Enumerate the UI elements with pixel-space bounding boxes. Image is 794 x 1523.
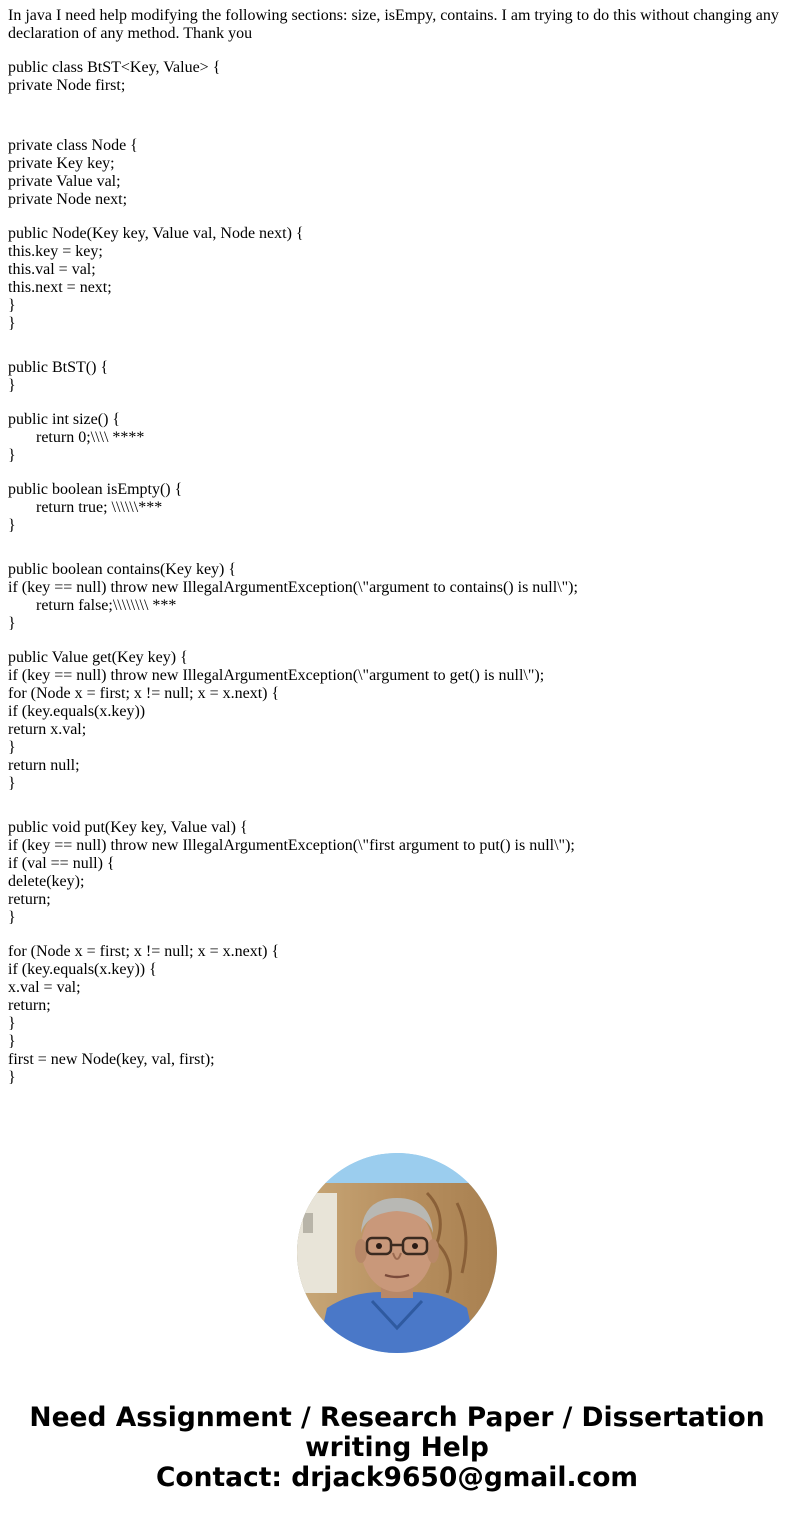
code-line: private Key key; — [8, 155, 115, 172]
code-line: for (Node x = first; x != null; x = x.next) { — [8, 685, 280, 702]
code-line: if (key.equals(x.key)) { — [8, 961, 157, 978]
code-line: return; — [8, 997, 51, 1014]
code-line: return false;\\\\\\\\ *** — [8, 597, 177, 614]
code-line: if (key == null) throw new IllegalArgumentException(\"argument to get() is null\"); — [8, 667, 545, 684]
code-line: return; — [8, 891, 51, 908]
code-line: public BtST() { — [8, 359, 109, 376]
code-line: } — [8, 377, 16, 394]
code-line: private Value val; — [8, 173, 121, 190]
code-line: return x.val; — [8, 721, 87, 738]
banner-line-1: Need Assignment / Research Paper / Dissertation — [29, 1402, 765, 1433]
code-line: if (key == null) throw new IllegalArgumentException(\"argument to contains() is null\"); — [8, 579, 578, 596]
code-line: if (key == null) throw new IllegalArgumentException(\"first argument to put() is null\"); — [8, 837, 575, 854]
code-line: } — [8, 315, 16, 332]
code-line: public boolean contains(Key key) { — [8, 561, 237, 578]
banner-line-2: writing Help — [305, 1432, 489, 1463]
code-line: } — [8, 1069, 16, 1086]
code-line: public Value get(Key key) { — [8, 649, 188, 666]
code-line: return 0;\\\\ **** — [8, 429, 145, 446]
code-line: private Node next; — [8, 191, 128, 208]
banner-contact-line: Contact: drjack9650@gmail.com — [155, 1462, 639, 1493]
code-line: if (key.equals(x.key)) — [8, 703, 146, 720]
code-line: } — [8, 1033, 16, 1050]
code-line: this.next = next; — [8, 279, 112, 296]
code-block — [8, 59, 786, 1087]
code-line: public boolean isEmpty() { — [8, 481, 183, 498]
code-line: return null; — [8, 757, 80, 774]
code-line: delete(key); — [8, 873, 85, 890]
code-line: x.val = val; — [8, 979, 81, 996]
code-line: private Node first; — [8, 77, 126, 94]
code-line: } — [8, 297, 16, 314]
code-line: public void put(Key key, Value val) { — [8, 819, 248, 836]
code-line: this.key = key; — [8, 243, 103, 260]
code-line: } — [8, 1015, 16, 1032]
code-line: first = new Node(key, val, first); — [8, 1051, 215, 1068]
code-line: } — [8, 447, 16, 464]
question-text: In java I need help modifying the following sections: size, isEmpy, contains. I am trying to do this without changing any declaration of any method. Thank you — [8, 7, 779, 42]
contact-banner — [0, 1403, 794, 1493]
code-line: for (Node x = first; x != null; x = x.next) { — [8, 943, 280, 960]
code-line: public Node(Key key, Value val, Node next) { — [8, 225, 304, 242]
author-avatar — [297, 1153, 497, 1353]
code-line: return true; \\\\\\*** — [8, 499, 163, 516]
code-line: } — [8, 517, 16, 534]
code-line: } — [8, 909, 16, 926]
code-line: } — [8, 615, 16, 632]
code-line: this.val = val; — [8, 261, 96, 278]
code-line: private class Node { — [8, 137, 138, 154]
code-line: } — [8, 775, 16, 792]
code-line: public class BtST<Key, Value> { — [8, 59, 221, 76]
code-line: if (val == null) { — [8, 855, 115, 872]
person-portrait-icon — [297, 1153, 497, 1353]
code-line: public int size() { — [8, 411, 121, 428]
code-line: } — [8, 739, 16, 756]
